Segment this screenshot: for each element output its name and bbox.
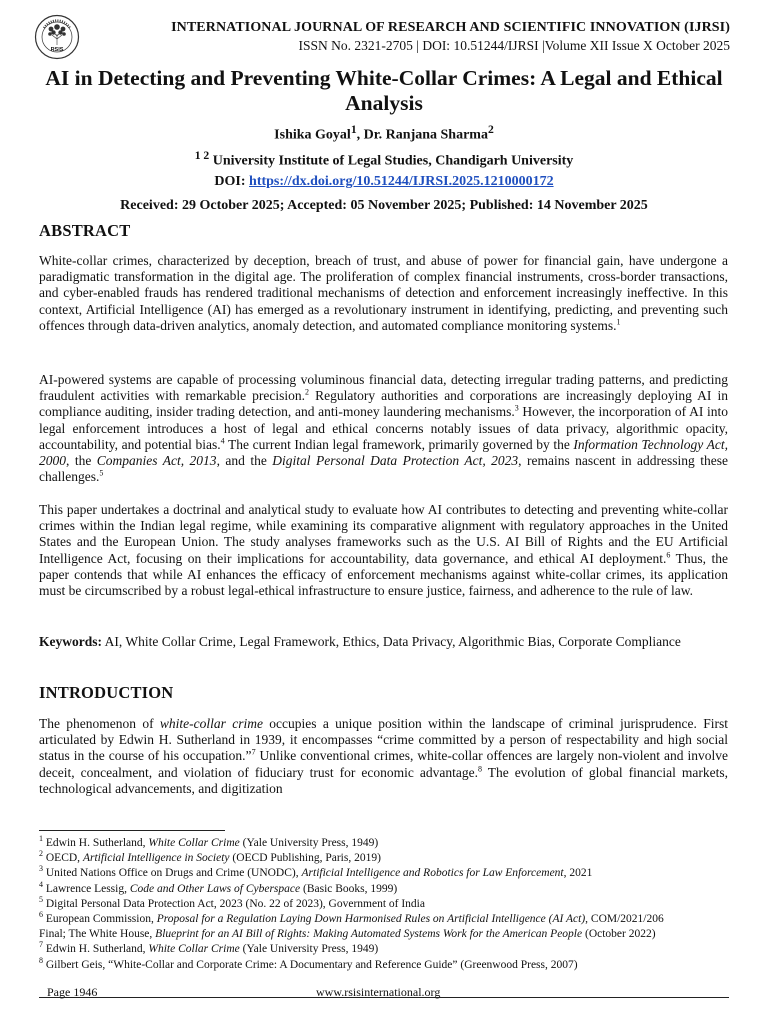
abstract-paragraph-3 <box>39 502 728 599</box>
doi-link[interactable]: https://dx.doi.org/10.51244/IJRSI.2025.1210000172 <box>249 174 554 189</box>
act-title: Digital Personal Data Protection Act, 2023 <box>272 453 519 469</box>
act-title: Companies Act, 2013 <box>96 453 217 469</box>
footnote-number: 4 <box>39 879 43 889</box>
author-line <box>0 123 768 144</box>
footnote-work-title: Code and Other Laws of Cyberspace <box>129 882 301 895</box>
author-affil-marker: 1 <box>350 123 357 136</box>
footnote-work-title: White Collar Crime <box>148 943 240 956</box>
doi-line <box>0 174 768 190</box>
footnote-text: United Nations Office on Drugs and Crime (UNODC), <box>43 867 302 880</box>
abstract-heading: ABSTRACT <box>39 221 131 240</box>
footnote <box>39 955 739 973</box>
paragraph-text: However, the incorporation of AI into legal enforcement introduces a host of legal and ethical concerns notably issues of data privacy, algorithmic opacity, accountability, and potential bias. <box>39 404 728 452</box>
footnote-ref[interactable]: 2 <box>305 387 310 397</box>
footnote-text: (Yale University Press, 1949) <box>239 943 379 956</box>
paragraph-text: White-collar crimes, characterized by deception, breach of trust, and abuse of power for financial gain, have undergone a paradigmatic transformation in the digital age. The proliferation of complex financial instruments, cross-border transactions, and cyber-enabled frauds has rendered traditional mechanisms of detection and enforcement increasingly ineffective. In this context, Artificial Intelligence (AI) has emerged as a revolutionary instrument in identifying, predicting, and preventing such offences through data-driven analytics, anomaly detection, and automated compliance monitoring systems. <box>39 253 728 333</box>
footnote-work-title: Proposal for a Regulation Laying Down Harmonised Rules on Artificial Intelligence (AI Act) <box>156 913 586 926</box>
journal-title: INTERNATIONAL JOURNAL OF RESEARCH AND SCIENTIFIC INNOVATION (IJRSI) <box>171 20 730 35</box>
footnote-text: (October 2022) <box>582 928 656 941</box>
footnote-ref[interactable]: 7 <box>251 747 256 757</box>
footnote <box>39 866 739 881</box>
publisher-website: www.rsisinternational.org <box>316 985 441 999</box>
footnote-text: Digital Personal Data Protection Act, 2023 (No. 22 of 2023), Government of India <box>43 897 425 910</box>
author-affil-marker: 2 <box>487 123 494 136</box>
paragraph-text: occupies a unique position within the landscape of criminal jurisprudence. First articulated by Edwin H. Sutherland in 1939, it encompasses “crime committed by a person of respectability and high social status in the course of his occupation.” <box>39 716 728 764</box>
publication-dates: Received: 29 October 2025; Accepted: 05 November 2025; Published: 14 November 2025 <box>120 198 648 213</box>
footnote-text: Edwin H. Sutherland, <box>43 837 149 849</box>
paragraph-text: Unlike conventional crimes, white-collar offences are largely non-violent and involve deceit, concealment, and violation of fiduciary trust for economic advantage. <box>39 748 729 780</box>
footnote-text: (Basic Books, 1999) <box>300 882 398 895</box>
emphasized-term: white-collar crime <box>159 716 263 731</box>
footnote-text: Edwin H. Sutherland, <box>43 943 149 956</box>
footnote-number: 2 <box>39 849 43 859</box>
rsis-logo-text: RSIS <box>50 47 64 53</box>
footnote <box>39 879 739 897</box>
affiliation: University Institute of Legal Studies, Chandigarh University <box>212 153 574 169</box>
paragraph-text: This paper undertakes a doctrinal and analytical study to evaluate how AI contributes to detecting and preventing white-collar crimes within the Indian legal regime, while examining its comparative alignment with regulatory approaches in the United States and the European Union. The study analyses frameworks such as the U.S. AI Bill of Rights and the EU Artificial Intelligence Act, focusing on their implications for accountability, data governance, and ethical AI deployment. <box>39 502 728 566</box>
journal-header <box>30 14 730 60</box>
footnote-text: , 2021 <box>563 867 593 880</box>
affiliation-markers: 1 2 <box>194 149 210 162</box>
page-number: Page 1946 <box>47 985 98 999</box>
footnote-work-title: White Collar Crime <box>148 837 240 849</box>
footnote-ref[interactable]: 6 <box>666 550 671 560</box>
doi-label: DOI: <box>214 174 250 189</box>
footnote-ref[interactable]: 4 <box>220 436 225 446</box>
journal-issn-line: ISSN No. 2321-2705 | DOI: 10.51244/IJRSI |Volume XII Issue X October 2025 <box>298 38 730 53</box>
footnote <box>39 836 739 851</box>
affiliation-line <box>0 149 768 170</box>
paragraph-text: The phenomenon of <box>39 716 160 731</box>
paragraph-text: , the <box>66 453 97 469</box>
paragraph-text: , and the <box>216 453 273 469</box>
author-name: Dr. Ranjana Sharma <box>363 127 488 143</box>
footnote <box>39 894 739 912</box>
abstract-paragraph-2 <box>39 372 728 485</box>
rsis-logo-icon <box>34 14 80 60</box>
keywords-label: Keywords: <box>39 634 102 649</box>
paragraph-text: AI-powered systems are capable of processing voluminous financial data, detecting irregular trading patterns, and predicting fraudulent activities with remarkable precision. <box>39 372 728 404</box>
footnote <box>39 912 739 927</box>
footnote-text: , COM/2021/206 <box>585 913 664 926</box>
act-title: Information Technology Act, 2000 <box>39 436 728 469</box>
footnote-number: 7 <box>39 940 43 950</box>
paragraph-text: The evolution of global financial markets, technological advancements, and digitization <box>39 764 729 796</box>
paragraph-text: Regulatory authorities and corporations are increasingly deploying AI in compliance auditing, insider trading detection, and anti-money laundering mechanisms. <box>39 388 728 420</box>
footnote-continuation <box>39 927 739 942</box>
footer-divider <box>39 997 729 998</box>
footnote-work-title: Artificial Intelligence and Robotics for Law Enforcement <box>301 867 564 880</box>
footnote-number: 5 <box>39 894 43 904</box>
abstract-paragraph-1 <box>39 253 728 334</box>
footnote-ref[interactable]: 3 <box>514 403 519 413</box>
footnote-work-title: Artificial Intelligence in Society <box>82 852 230 865</box>
footnote-divider <box>39 830 225 831</box>
keywords-list: AI, White Collar Crime, Legal Framework, Ethics, Data Privacy, Algorithmic Bias, Corporate Compliance <box>102 634 681 649</box>
footnote-number: 8 <box>39 955 43 965</box>
footnote-ref[interactable]: 5 <box>99 468 104 478</box>
footnote-work-title: Blueprint for an AI Bill of Rights: Making Automated Systems Work for the American People <box>155 928 583 941</box>
introduction-paragraph <box>39 716 728 797</box>
author-separator: , <box>356 127 364 143</box>
footnote-number: 1 <box>39 834 43 844</box>
footnote-text: OECD, <box>43 852 83 865</box>
footnote <box>39 942 739 957</box>
footnote-text: (OECD Publishing, Paris, 2019) <box>229 852 381 865</box>
introduction-heading: INTRODUCTION <box>39 683 174 702</box>
keywords-line <box>39 634 728 650</box>
paper-title: AI in Detecting and Preventing White-Collar Crimes: A Legal and Ethical Analysis <box>45 66 723 115</box>
footnote-text: European Commission, <box>43 913 157 926</box>
footnote-number: 3 <box>39 864 43 874</box>
footnote <box>39 851 739 866</box>
footnotes <box>39 836 739 973</box>
footnote-ref[interactable]: 8 <box>477 764 482 774</box>
footnote-number: 6 <box>39 910 43 920</box>
paragraph-text: The current Indian legal framework, primarily governed by the <box>224 436 574 452</box>
paragraph-text: Thus, the paper contends that while AI enhances the efficacy of enforcement mechanisms against white-collar crimes, its application must be circumscribed by a robust legal-ethical infrastructure to ensure justice, fairness, and adherence to the rule of law. <box>39 550 728 599</box>
footnote-text: Gilbert Geis, “White-Collar and Corporate Crime: A Documentary and Reference Guide” (Greenwood Press, 2007) <box>43 958 578 971</box>
paragraph-text: , remains nascent in addressing these challenges. <box>39 453 728 485</box>
footnote-text: Lawrence Lessig, <box>43 882 130 895</box>
author-name: Ishika Goyal <box>274 127 351 143</box>
footnote-text: Final; The White House, <box>39 928 156 941</box>
footnote-text: (Yale University Press, 1949) <box>239 837 379 849</box>
footnote-ref[interactable]: 1 <box>616 317 621 327</box>
